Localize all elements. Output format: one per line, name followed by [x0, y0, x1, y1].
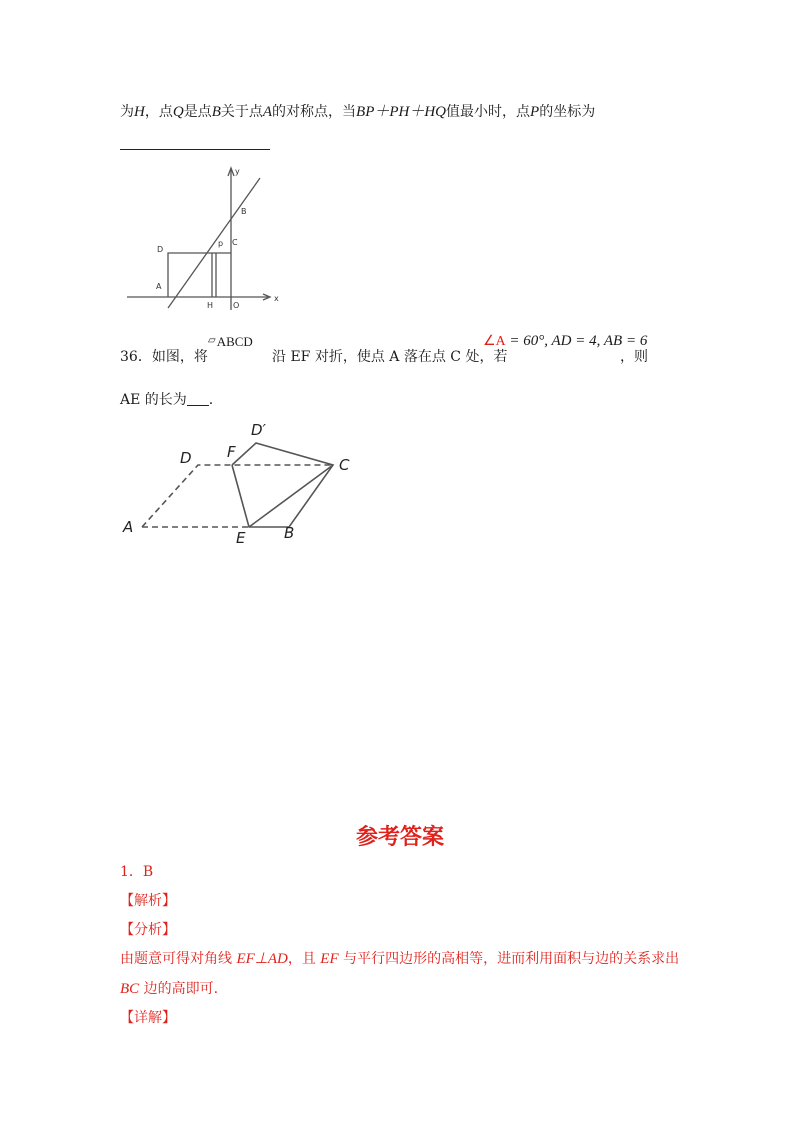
parallelogram-notation: ▱ABCD [208, 334, 253, 349]
label-D-prime: D′ [251, 421, 266, 439]
label-P: p [218, 239, 224, 248]
rect-d-segment [168, 253, 231, 297]
section-fenxi: 【分析】 [120, 922, 176, 938]
answer-blank-ae [187, 391, 209, 406]
label-x: x [274, 294, 279, 303]
line-ab [168, 178, 260, 308]
analysis-line-2: BC 边的高即可. [120, 981, 219, 997]
section-jiexi: 【解析】 [120, 893, 176, 909]
dashed-ad-dc [142, 465, 333, 527]
label-C: C [339, 456, 350, 474]
answer-blank-line [120, 149, 270, 150]
label-D: D [180, 449, 192, 467]
question-36-mid-text: 沿 EF 对折，使点 A 落在点 C 处，若 [272, 349, 508, 365]
label-y: y [235, 167, 240, 176]
label-F: F [227, 443, 236, 461]
formula-ef-perp-ad: EF⊥AD [236, 951, 288, 967]
coordinate-figure-35 [120, 160, 290, 315]
var-B: B [211, 104, 221, 120]
label-B: B [284, 524, 295, 542]
question-36-condition: ∠A = 60°, AD = 4, AB = 6 [483, 333, 648, 349]
label-O: O [233, 301, 240, 310]
analysis-line-1: 由题意可得对角线 EF⊥AD，且 EF 与平行四边形的高相等，进而利用面积与边的关系求出 [120, 951, 680, 967]
label-B: B [241, 207, 247, 216]
question-35-condition-line: 为H，点Q是点B关于点A的对称点，当BP＋PH＋HQ值最小时，点P的坐标为 [120, 104, 596, 120]
label-A: A [123, 518, 134, 536]
expression-bp-ph-hq: BP＋PH＋HQ [356, 104, 447, 120]
answer-item-1: 1．B [120, 864, 154, 880]
question-36-line1: 36．如图，将 [120, 349, 208, 365]
var-H: H [134, 104, 145, 120]
folded-quadrilateral [232, 443, 333, 527]
fold-figure-36 [115, 415, 375, 545]
var-Q: Q [172, 104, 184, 120]
section-xiangjie: 【详解】 [120, 1010, 176, 1026]
answers-title: 参考答案 [355, 825, 444, 850]
segment-ec [249, 465, 333, 527]
label-E: E [236, 529, 246, 545]
label-C: C [232, 238, 238, 247]
label-H: H [207, 301, 214, 310]
label-D: D [157, 245, 164, 254]
question-36-end: ，则 [620, 349, 648, 365]
angle-a: ∠A [483, 334, 506, 349]
var-P: P [530, 104, 540, 120]
label-A: A [156, 282, 162, 291]
var-A: A [262, 104, 273, 120]
question-36-line2: AE 的长为 . [120, 392, 214, 408]
parallelogram-symbol: ▱ [208, 335, 216, 346]
